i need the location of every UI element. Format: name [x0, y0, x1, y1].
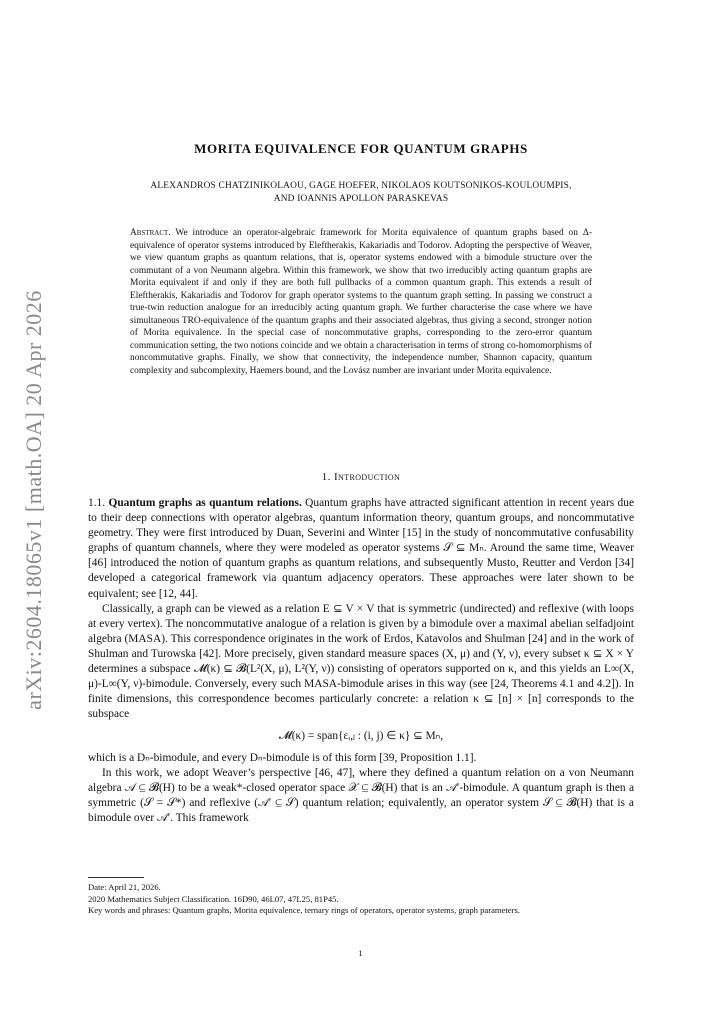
footnote-date: Date: April 21, 2026. — [88, 882, 161, 892]
page-number: 1 — [358, 948, 363, 958]
paragraph: Classically, a graph can be viewed as a relation E ⊆ V × V that is symmetric (undirected) and reflexive (with loops at every vertex). The noncommutative analogue of a relation is given by a bimodule over a maximal abelian selfadjoint algebra (MASA). This correspondence originates in the work of Erdos, Katavolos and Shulman [24] and in the work of Shulman and Turowska [42]. More precisely, given standard measure spaces (X, μ) and (Y, ν), every subset κ ⊆ X × Y determines a subspace 𝓜(κ) ⊆ 𝓑(L²(X, μ), L²(Y, ν)) consisting of operators supported on κ, and this yields an L∞(X, μ)-L∞(Y, ν)-bimodule. Conversely, every such MASA-bimodule arises in this way (see [24, Theorems 4.1 and 4.2]). In finite dimensions, this correspondence becomes particularly concrete: a relation κ ⊆ [n] × [n] corresponds to the subspace — [88, 602, 634, 721]
body-text — [88, 496, 634, 826]
subsection-title: Quantum graphs as quantum relations. — [108, 497, 302, 509]
abstract-text: We introduce an operator-algebraic framework for Morita equivalence of quantum graphs based on Δ-equivalence of operator systems introduced by Eleftherakis, Kakariadis and Todorov. Adopting the perspective of Weaver, we view quantum graphs as quantum relations, that is, operator systems endowed with a bimodule structure over the commutant of a von Neumann algebra. Within this framework, we show that two irreducibly acting quantum graphs are Morita equivalent if and only if they are both full pullbacks of a common quantum graph. This extends a result of Eleftherakis, Kakariadis and Todorov for graph operator systems to the quantum graph setting. In passing we construct a true-twin reduction analogue for an irreducibly acting quantum graph. We further characterise the case where we have simultaneous TRO-equivalence of the quantum graphs and their associated algebras, thus giving a second, stronger notion of Morita equivalence. In the special case of noncommutative graphs, corresponding to the zero-error quantum communication setting, the two notions coincide and we obtain a characterisation in terms of strong co-homomorphisms of noncommutative graphs. Finally, we show that connectivity, the independence number, Shannon capacity, quantum complexity and subcomplexity, Haemers bound, and the Lovász number are invariant under Morita equivalence. — [130, 228, 592, 376]
footnote-rule — [88, 877, 144, 878]
arxiv-identifier — [14, 290, 54, 710]
paragraph — [88, 496, 634, 602]
paragraph-text: Quantum graphs have attracted significant attention in recent years due to their deep connections with operator algebras, quantum information theory, quantum groups, and noncommutative geometry. They were first introduced by Duan, Severini and Winter [15] in the study of noncommutative confusability graphs of quantum channels, where they were modeled as operator systems 𝒮 ⊆ Mₙ. Around the same time, Weaver [46] introduced the notion of quantum graphs as quantum relations, and subsequently Musto, Reutter and Verdon [34] developed a categorical framework via quantum adjacency operators. These approaches were later shown to be equivalent; see [12, 44]. — [88, 497, 634, 600]
section-title: Introduction — [333, 471, 401, 483]
footnote-keywords: Key words and phrases: Quantum graphs, Morita equivalence, ternary rings of operators, operator systems, graph parameters. — [88, 905, 520, 916]
display-equation: 𝓜(κ) = span{εᵢ,ⱼ : (i, j) ∈ κ} ⊆ Mₙ, — [278, 730, 444, 743]
footnotes — [88, 882, 634, 917]
section-number: 1. — [321, 471, 331, 483]
abstract — [130, 227, 592, 377]
subsection-number: 1.1. — [88, 497, 106, 509]
arxiv-identifier-text: arXiv:2604.18065v1 [math.OA] 20 Apr 2026 — [21, 290, 46, 710]
abstract-label: Abstract. — [130, 228, 171, 238]
paragraph: which is a Dₙ-bimodule, and every Dₙ-bimodule is of this form [39, Proposition 1.1]. — [88, 751, 477, 764]
author-line: ALEXANDROS CHATZINIKOLAOU, GAGE HOEFER, NIKOLAOS KOUTSONIKOS-KOULOUMPIS, — [150, 181, 572, 191]
author-line: AND IOANNIS APOLLON PARASKEVAS — [273, 194, 449, 204]
footnote-msc: 2020 Mathematics Subject Classification. 16D90, 46L07, 47L25, 81P45. — [88, 893, 339, 904]
paragraph: In this work, we adopt Weaver’s perspective [46, 47], where they defined a quantum relation on a von Neumann algebra 𝒜 ⊆ 𝓑(H) to be a weak*-closed operator space 𝒳 ⊆ 𝓑(H) that is an 𝒜′-bimodule. A quantum graph is then a symmetric (𝒮 = 𝒮*) and reflexive (𝒜′ ⊆ 𝒮) quantum relation; equivalently, an operator system 𝒮 ⊆ 𝓑(H) that is a bimodule over 𝒜′. This framework — [88, 766, 634, 824]
section-heading — [88, 471, 634, 483]
paper-title: MORITA EQUIVALENCE FOR QUANTUM GRAPHS — [194, 141, 528, 156]
author-list — [88, 180, 634, 206]
